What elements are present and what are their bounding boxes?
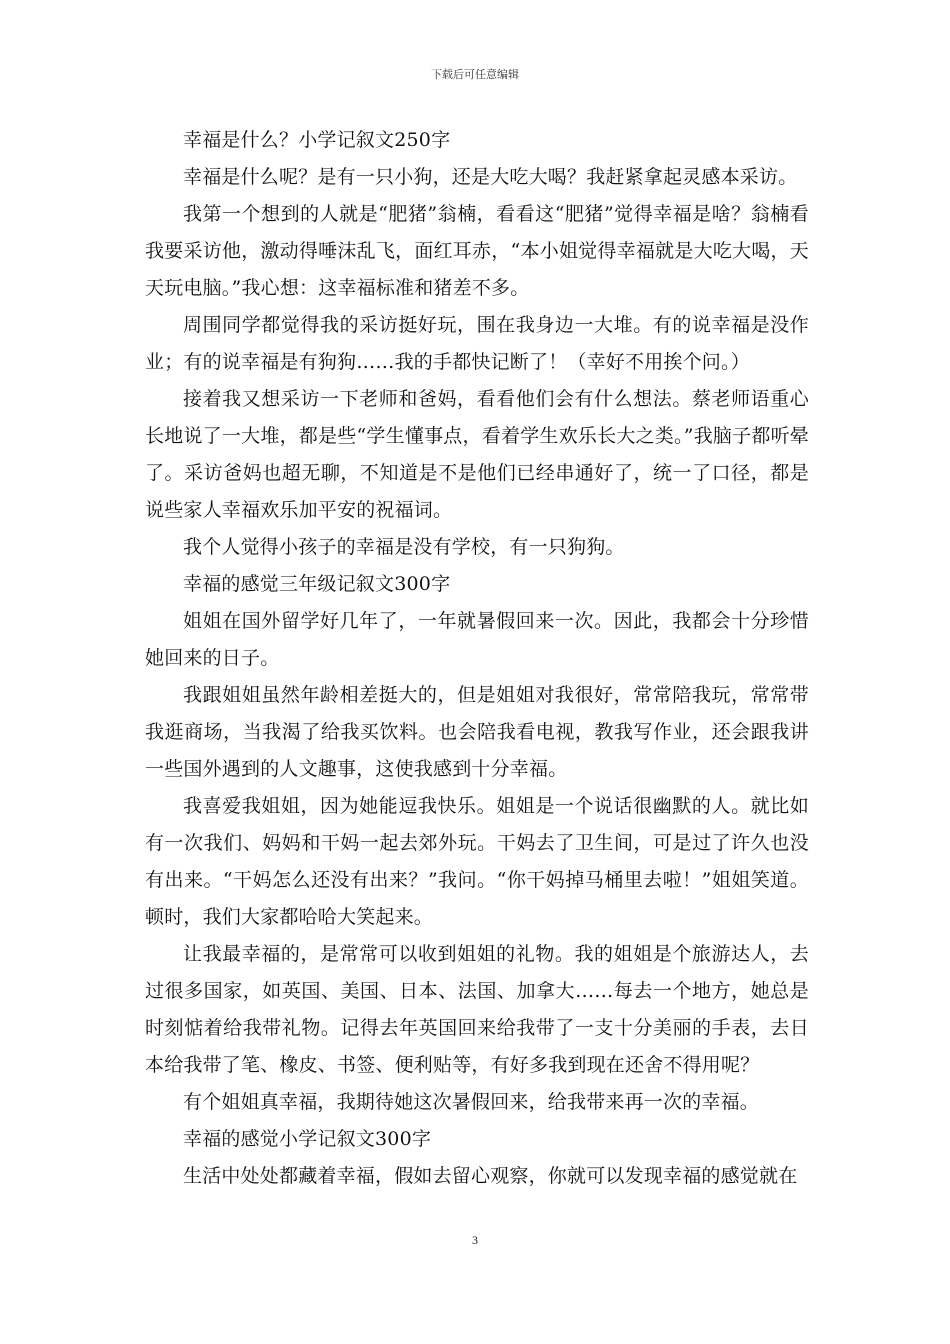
paragraph: 我喜爱我姐姐，因为她能逗我快乐。姐姐是一个说话很幽默的人。就比如有一次我们、妈妈和干妈一起去郊外玩。干妈去了卫生间，可是过了许久也没有出来。“干妈怎么还没有出来？”我问。“你干妈掉马桶里去啦！”姐姐笑道。顿时，我们大家都哈哈大笑起来。 (145, 795, 809, 928)
paragraph: 生活中处处都藏着幸福，假如去留心观察，你就可以发现幸福的感觉就在 (183, 1165, 798, 1187)
paragraph: 幸福是什么呢？是有一只小狗，还是大吃大喝？我赶紧拿起灵感本采访。 (183, 166, 798, 188)
heading-1: 幸福是什么？小学记叙文250字 (183, 129, 451, 151)
paragraph: 让我最幸福的，是常常可以收到姐姐的礼物。我的姐姐是个旅游达人，去过很多国家，如英国、美国、日本、法国、加拿大……每去一个地方，她总是时刻惦着给我带礼物。记得去年英国回来给我带了一支十分美丽的手表，去日本给我带了笔、橡皮、书签、便利贴等，有好多我到现在还舍不得用呢？ (145, 943, 809, 1076)
heading-3: 幸福的感觉小学记叙文300字 (183, 1128, 432, 1150)
page-number: 3 (472, 1233, 478, 1247)
paragraph: 我第一个想到的人就是“肥猪”翁楠，看看这“肥猪”觉得幸福是啥？翁楠看我要采访他，激动得唾沫乱飞，面红耳赤，“本小姐觉得幸福就是大吃大喝，天天玩电脑。”我心想：这幸福标准和猪差不多。 (145, 203, 809, 299)
paragraph: 周围同学都觉得我的采访挺好玩，围在我身边一大堆。有的说幸福是没作业；有的说幸福是有狗狗……我的手都快记断了！（幸好不用挨个问。） (145, 314, 809, 373)
paragraph: 我跟姐姐虽然年龄相差挺大的，但是姐姐对我很好，常常陪我玩，常常带我逛商场，当我渴了给我买饮料。也会陪我看电视，教我写作业，还会跟我讲一些国外遇到的人文趣事，这使我感到十分幸福。 (145, 684, 809, 780)
paragraph: 我个人觉得小孩子的幸福是没有学校，有一只狗狗。 (183, 536, 625, 558)
document-body (145, 122, 809, 1195)
paragraph: 姐姐在国外留学好几年了，一年就暑假回来一次。因此，我都会十分珍惜她回来的日子。 (145, 610, 809, 669)
heading-2: 幸福的感觉三年级记叙文300字 (183, 573, 451, 595)
paragraph: 有个姐姐真幸福，我期待她这次暑假回来，给我带来再一次的幸福。 (183, 1091, 760, 1113)
paragraph: 接着我又想采访一下老师和爸妈，看看他们会有什么想法。蔡老师语重心长地说了一大堆，都是些“学生懂事点，看着学生欢乐长大之类。”我脑子都听晕了。采访爸妈也超无聊，不知道是不是他们已经串通好了，统一了口径，都是说些家人幸福欢乐加平安的祝福词。 (145, 388, 809, 521)
page-header: 下载后可任意编辑 (431, 68, 519, 81)
